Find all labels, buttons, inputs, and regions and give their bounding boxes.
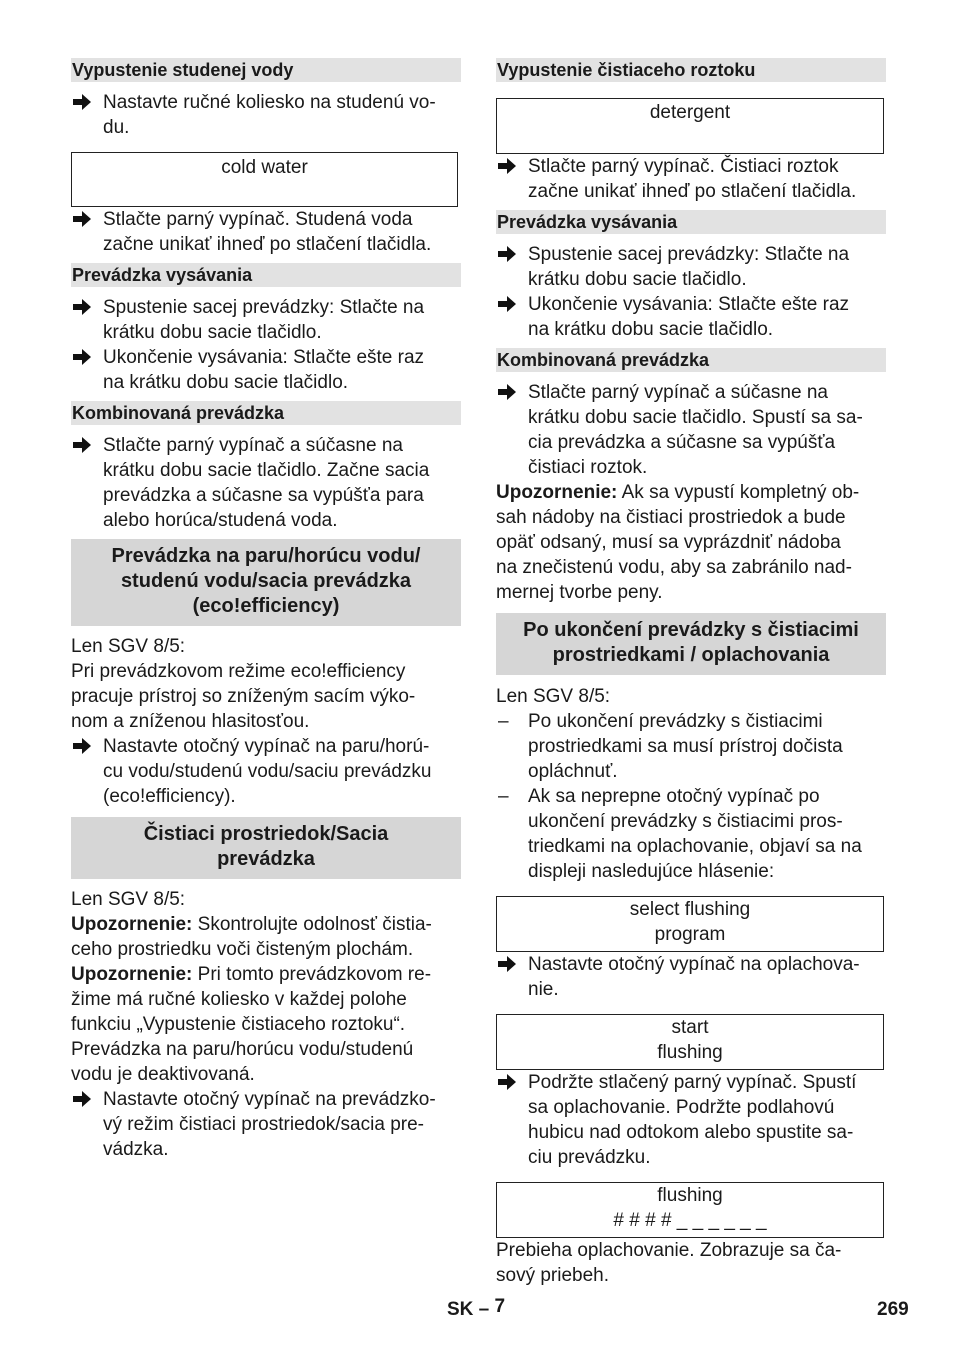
note-label: Upozornenie: [71,964,193,985]
line: Po ukončení prevádzky s čistiacimi [528,711,823,732]
page-number: 269 [877,1299,909,1320]
instruction-item [71,734,461,809]
arrow-right-icon [73,94,91,110]
line: Stlačte parný vypínač. Čistiaci roztok [528,156,839,177]
display-text: # # # # _ _ _ _ _ _ [613,1210,767,1231]
line: vodu je deaktivovaná. [71,1064,255,1085]
line: krátku dobu sacie tlačidlo. Spustí sa sa- [528,407,863,428]
chapter-heading [496,613,886,675]
display-box [71,152,458,207]
display-text: flushing [657,1042,723,1063]
line: Prebieha oplachovanie. Zobrazuje sa ča- [496,1240,842,1261]
line: Ukončenie vysávania: Stlačte ešte raz [103,347,425,368]
instruction-item [496,292,886,342]
note-label: Upozornenie: [496,482,618,503]
line: Pri prevádzkovom režime eco!efficiency [71,661,406,682]
line: du. [103,117,130,138]
line: opláchnuť. [528,761,618,782]
dash-bullet: – [498,786,509,807]
line: sový priebeh. [496,1265,610,1286]
line: Upozornenie: Skontrolujte odolnosť čistia- [71,914,432,935]
dash-bullet: – [498,711,509,732]
line: Ukončenie vysávania: Stlačte ešte raz [528,294,850,315]
arrow-right-icon [498,384,516,400]
line: Stlačte parný vypínač. Studená voda [103,209,413,230]
chapter-heading [71,539,461,626]
line: začne unikať ihneď po stlačení tlačidla. [103,234,432,255]
line: nom a zníženou hlasitosťou. [71,711,310,732]
line: na krátku dobu sacie tlačidlo. [528,319,774,340]
line: studenú vodu/sacia prevádzka [120,570,412,592]
line: sah nádoby na čistiaci prostriedok a bude [496,507,846,528]
line: hubicu nad odtokom alebo spustite sa- [528,1122,854,1143]
instruction-item [496,1070,886,1170]
line: vádzka. [103,1139,169,1160]
arrow-right-icon [73,299,91,315]
line: cu vodu/studenú vodu/saciu prevádzku [103,761,432,782]
section-heading: Prevádzka vysávania [71,263,461,287]
instruction-item [71,1087,461,1162]
display-text: detergent [649,102,731,123]
line: (eco!efficiency) [192,595,340,617]
line: Upozornenie: Pri tomto prevádzkovom re- [71,964,432,985]
line: alebo horúca/studená voda. [103,510,338,531]
line: Prevádzka na paru/horúcu vodu/ [111,545,421,567]
paragraph [71,634,461,734]
line: Podržte stlačený parný vypínač. Spustí [528,1072,857,1093]
line: sa oplachovanie. Podržte podlahovú [528,1097,835,1118]
line: funkciu „Vypustenie čistiaceho roztoku“. [71,1014,406,1035]
chapter-heading [71,817,461,879]
line: vý režim čistiaci prostriedok/sacia pre- [103,1114,424,1135]
line: nie. [528,979,559,1000]
line: Spustenie sacej prevádzky: Stlačte na [528,244,850,265]
display-text: select flushing [629,899,751,920]
section-heading: Vypustenie čistiaceho roztoku [496,58,886,82]
line: Stlačte parný vypínač a súčasne na [528,382,828,403]
arrow-right-icon [73,349,91,365]
section-heading: Kombinovaná prevádzka [71,401,461,425]
instruction-item [71,345,461,395]
line: (eco!efficiency). [103,786,236,807]
line: ukončení prevádzky s čistiacimi pros- [528,811,843,832]
instruction-item [496,242,886,292]
line: Nastavte otočný vypínač na prevádzko- [103,1089,436,1110]
line: na znečistenú vodu, aby sa zabránilo nad- [496,557,852,578]
line: opäť odsaný, musí sa vyprázdniť nádoba [496,532,841,553]
line: prostriedkami / oplachovania [552,644,830,666]
display-text: flushing [657,1185,723,1206]
right-column [496,58,886,1288]
line: Nastavte otočný vypínač na oplachova- [528,954,860,975]
note-label: Upozornenie: [71,914,193,935]
line: Ak sa neprepne otočný vypínač po [528,786,820,807]
line: mernej tvorbe peny. [496,582,663,603]
arrow-right-icon [73,738,91,754]
instruction-item [71,207,461,257]
arrow-right-icon [73,1091,91,1107]
instruction-item [496,952,886,1002]
line: prevádzka [217,848,315,870]
display-box [496,1014,884,1070]
line: Len SGV 8/5: [71,889,186,910]
arrow-right-icon [498,246,516,262]
left-column [71,58,461,1162]
section-heading: Prevádzka vysávania [496,210,886,234]
instruction-item [496,380,886,480]
arrow-right-icon [498,158,516,174]
display-text: cold water [221,157,308,178]
arrow-right-icon [498,1074,516,1090]
line: žime má ručné koliesko v každej polohe [71,989,407,1010]
line: Len SGV 8/5: [71,636,186,657]
instruction-item [496,154,886,204]
line: cia prevádzka a súčasne sa vypúšťa [528,432,836,453]
line: pracuje prístroj so zníženým sacím výko- [71,686,416,707]
instruction-item [71,90,461,140]
line: Prevádzka na paru/horúcu vodu/studenú [71,1039,414,1060]
dash-item [496,709,886,784]
arrow-right-icon [498,956,516,972]
line: triedkami na oplachovanie, objaví sa na [528,836,862,857]
page-footer-section: SK – 7 [447,1296,506,1320]
line: Čistiaci prostriedok/Sacia [143,823,389,845]
line: čistiaci roztok. [528,457,648,478]
line: Upozornenie: Ak sa vypustí kompletný ob- [496,482,860,503]
paragraph [496,480,886,605]
line: Len SGV 8/5: [496,686,611,707]
line: Spustenie sacej prevádzky: Stlačte na [103,297,425,318]
section-heading: Vypustenie studenej vody [71,58,461,82]
line: ciu prevádzku. [528,1147,651,1168]
line: Nastavte ručné koliesko na studenú vo- [103,92,436,113]
line: prostriedkami sa musí prístroj dočista [528,736,843,757]
paragraph [71,887,461,1087]
arrow-right-icon [73,211,91,227]
line: na krátku dobu sacie tlačidlo. [103,372,349,393]
line: krátku dobu sacie tlačidlo. [103,322,322,343]
paragraph [496,1238,886,1288]
line: krátku dobu sacie tlačidlo. Začne sacia [103,460,430,481]
line: displeji nasledujúce hlásenie: [528,861,775,882]
display-text: program [654,924,726,945]
section-heading: Kombinovaná prevádzka [496,348,886,372]
display-box [496,896,884,952]
display-text: start [671,1017,709,1038]
display-box [496,98,884,154]
line: ceho prostriedku voči čisteným plochám. [71,939,414,960]
arrow-right-icon [498,296,516,312]
instruction-item [71,433,461,533]
display-box [496,1182,884,1238]
line: Nastavte otočný vypínač na paru/horú- [103,736,430,757]
dash-item [496,784,886,884]
line: Stlačte parný vypínač a súčasne na [103,435,403,456]
instruction-item [71,295,461,345]
line: prevádzka a súčasne sa vypúšťa para [103,485,424,506]
line: začne unikať ihneď po stlačení tlačidla. [528,181,857,202]
line: Po ukončení prevádzky s čistiacimi [523,619,859,641]
line: krátku dobu sacie tlačidlo. [528,269,747,290]
arrow-right-icon [73,437,91,453]
